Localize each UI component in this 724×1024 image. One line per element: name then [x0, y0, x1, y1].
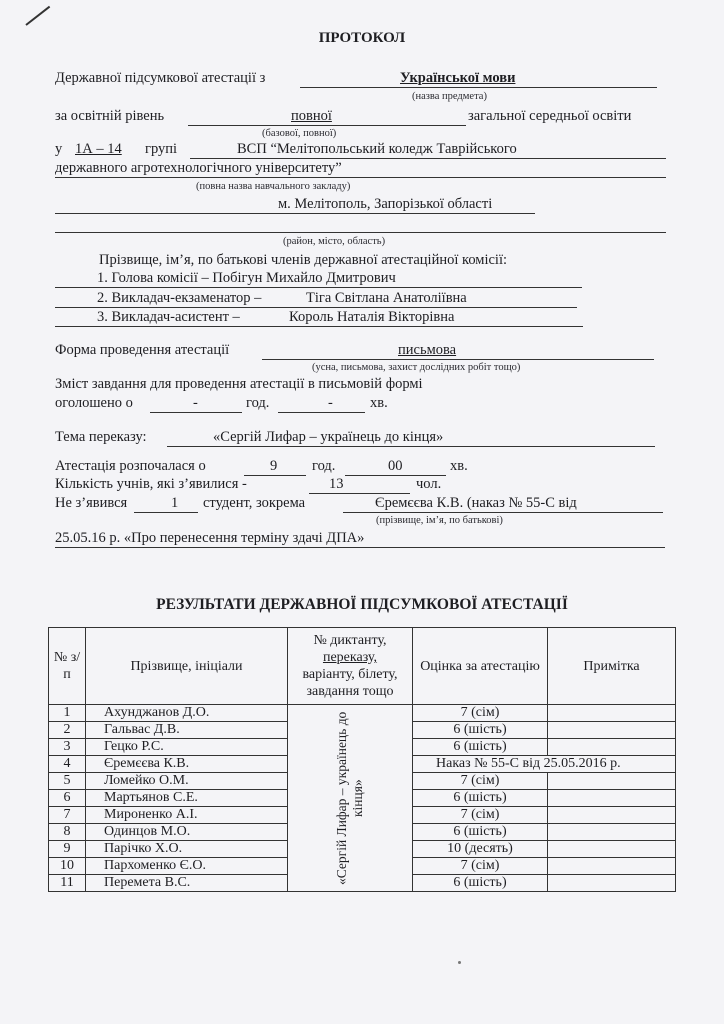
row-grade: 7 (сім) [413, 705, 548, 722]
group-value: 1А – 14 [75, 141, 122, 157]
row-note [548, 875, 676, 892]
group-prefix: у [55, 141, 63, 157]
row-name: Мироненко А.І. [86, 807, 288, 824]
announce-minute: - [328, 395, 333, 411]
minute-label: хв. [450, 458, 468, 474]
row-note [548, 807, 676, 824]
row-number: 9 [49, 841, 86, 858]
content-line-2-b: год. [246, 395, 270, 411]
row-grade: 6 (шість) [413, 739, 548, 756]
form-hint: (усна, письмова, захист дослідних робіт тощо) [312, 362, 521, 373]
row-note [548, 824, 676, 841]
announce-hour: - [193, 395, 198, 411]
form-value: письмова [398, 342, 457, 358]
level-value: повної [291, 108, 332, 124]
col-task-line-2: переказу, [322, 650, 378, 665]
subject-value: Української мови [400, 70, 516, 86]
col-task-line-1: № диктанту, [313, 633, 387, 648]
pen-mark [25, 6, 50, 26]
start-hour: 9 [270, 458, 278, 474]
topic-label: Тема переказу: [55, 429, 147, 445]
col-number: № з/п [49, 628, 86, 705]
absent-mid: студент, зокрема [203, 495, 306, 511]
row-number: 11 [49, 875, 86, 892]
row-note [548, 705, 676, 722]
content-line-1: Зміст завдання для проведення атестації в письмовій формі [55, 376, 423, 392]
row-grade: 6 (шість) [413, 824, 548, 841]
commission-member-2-name: Тіга Світлана Анатоліївна [306, 290, 467, 306]
row-note [548, 790, 676, 807]
hour-label: год. [312, 458, 336, 474]
level-suffix: загальної середньої освіти [468, 108, 632, 124]
row-note [548, 858, 676, 875]
merged-task-text: «Сергій Лифар – українець до кінця» [334, 711, 365, 885]
count-value: 13 [329, 476, 344, 492]
row-note [548, 841, 676, 858]
row-number: 6 [49, 790, 86, 807]
absent-label: Не з’явився [55, 495, 128, 511]
row-note [548, 773, 676, 790]
col-grade: Оцінка за атестацію [413, 628, 548, 705]
group-label: групі [145, 141, 178, 157]
level-label: за освітній рівень [55, 108, 165, 124]
row-number: 8 [49, 824, 86, 841]
absent-line-2: 25.05.16 р. «Про перенесення терміну здачі ДПА» [55, 530, 365, 546]
table-header-row [49, 628, 676, 705]
document-title: ПРОТОКОЛ [318, 30, 406, 46]
results-title: РЕЗУЛЬТАТИ ДЕРЖАВНОЇ ПІДСУМКОВОЇ АТЕСТАЦІЇ [156, 596, 568, 613]
results-table [48, 627, 676, 892]
city-value: м. Мелітополь, Запорізької області [278, 196, 493, 212]
row-name: Ломейко О.М. [86, 773, 288, 790]
row-number: 1 [49, 705, 86, 722]
row-name: Перемета В.С. [86, 875, 288, 892]
row-name: Гецко Р.С. [86, 739, 288, 756]
count-suffix: чол. [416, 476, 442, 492]
commission-member-2-label: 2. Викладач-екзаменатор – [97, 290, 262, 306]
row-number: 2 [49, 722, 86, 739]
row-name: Пархоменко Є.О. [86, 858, 288, 875]
row-grade: 7 (сім) [413, 773, 548, 790]
row-number: 10 [49, 858, 86, 875]
row-grade: 6 (шість) [413, 875, 548, 892]
start-minute: 00 [388, 458, 403, 474]
attestation-label: Державної підсумкової атестації з [55, 70, 266, 86]
school-hint: (повна назва навчального закладу) [196, 181, 351, 192]
row-number: 7 [49, 807, 86, 824]
absent-hint: (прізвище, ім’я, по батькові) [376, 515, 503, 526]
form-label: Форма проведення атестації [55, 342, 230, 358]
row-grade: 7 (сім) [413, 807, 548, 824]
col-task-line-3: варіанту, білету, завдання тощо [302, 667, 398, 699]
row-name: Одинцов М.О. [86, 824, 288, 841]
school-line1: ВСП “Мелітопольський коледж Таврійського [237, 141, 517, 157]
row-name: Гальвас Д.В. [86, 722, 288, 739]
row-number: 5 [49, 773, 86, 790]
row-name: Єремєєва К.В. [86, 756, 288, 773]
row-note [548, 739, 676, 756]
city-hint: (район, місто, область) [283, 236, 386, 247]
paper-speck [458, 961, 461, 964]
row-grade: Наказ № 55-С від 25.05.2016 р. [413, 756, 676, 773]
row-name: Парічко Х.О. [86, 841, 288, 858]
commission-member-3-name: Король Наталія Вікторівна [289, 309, 455, 325]
row-name: Ахунджанов Д.О. [86, 705, 288, 722]
absent-name: Єремєєва К.В. (наказ № 55-С від [375, 495, 577, 511]
commission-member-3-label: 3. Викладач-асистент – [97, 309, 240, 325]
count-label: Кількість учнів, які з’явилися - [55, 476, 247, 492]
row-grade: 10 (десять) [413, 841, 548, 858]
col-note: Примітка [548, 628, 676, 705]
content-line-2-a: оголошено о [55, 395, 133, 411]
merged-task-cell [288, 705, 413, 892]
row-number: 3 [49, 739, 86, 756]
content-line-2-c: хв. [370, 395, 388, 411]
commission-intro: Прізвище, ім’я, по батькові членів державної атестаційної комісії: [99, 252, 508, 268]
school-line2: державного агротехнологічного університету” [55, 160, 342, 176]
start-label: Атестація розпочалася о [55, 458, 206, 474]
col-name: Прізвище, ініціали [86, 628, 288, 705]
absent-value: 1 [171, 495, 179, 511]
row-grade: 6 (шість) [413, 722, 548, 739]
row-grade: 6 (шість) [413, 790, 548, 807]
col-task [288, 628, 413, 705]
level-hint: (базової, повної) [262, 128, 337, 139]
row-grade: 7 (сім) [413, 858, 548, 875]
row-name: Мартьянов С.Е. [86, 790, 288, 807]
results-body [49, 705, 676, 892]
subject-hint: (назва предмета) [412, 91, 487, 102]
row-note [548, 722, 676, 739]
topic-value: «Сергій Лифар – українець до кінця» [213, 429, 444, 445]
table-row [49, 705, 676, 722]
row-number: 4 [49, 756, 86, 773]
commission-member-1: 1. Голова комісії – Побігун Михайло Дмитрович [97, 270, 396, 286]
